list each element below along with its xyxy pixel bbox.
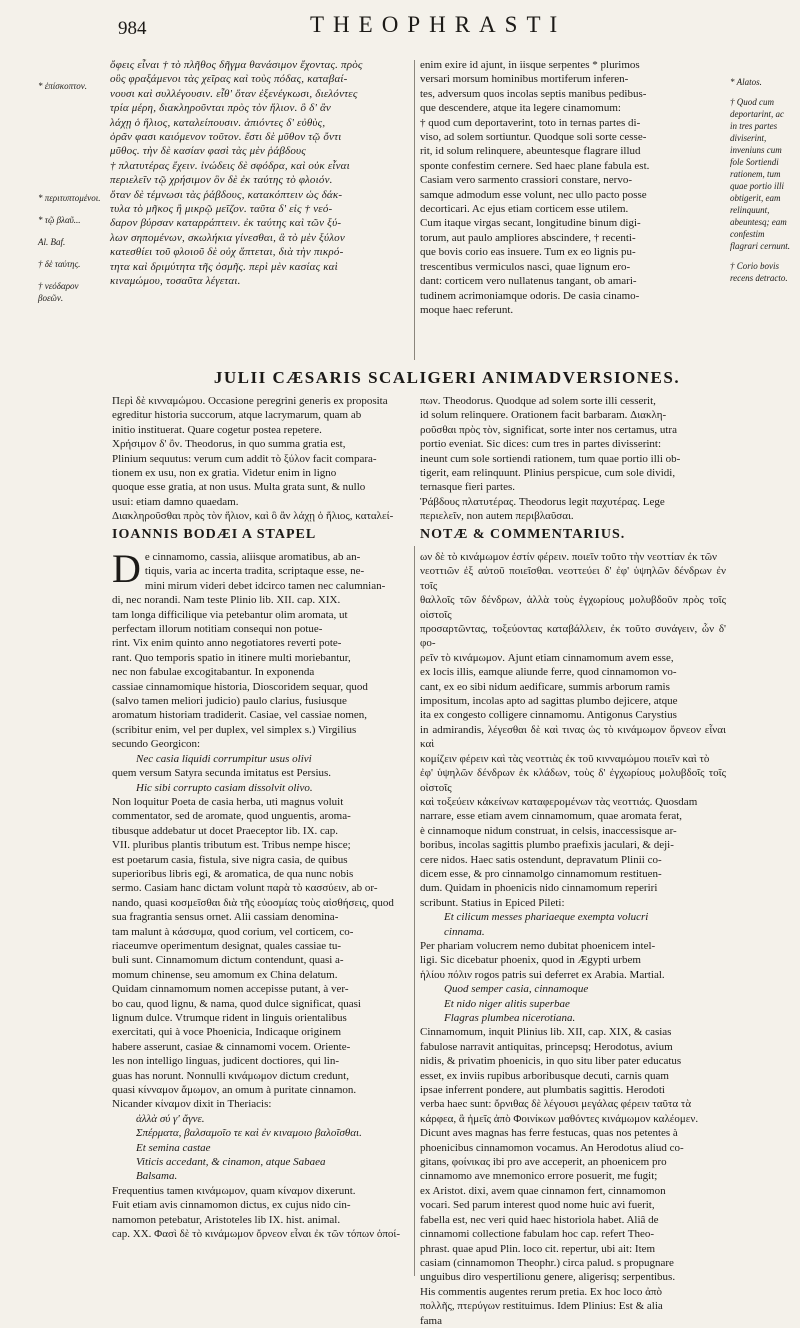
text-line: λάχῃ ὁ ἥλιος, καταλείπουσιν. ἀπιόντες δ' εὐθὺς, xyxy=(110,116,326,129)
text-line: moque haec referunt. xyxy=(420,303,514,316)
text-line-rest: e cinnamomo, cassia, aliisque aromatibus, ab an- xyxy=(144,551,361,563)
text-line: Cinnamomum, inquit Plinius lib. XII, cap. XIX, & casias xyxy=(420,1026,672,1039)
text-line: lignum dulce. Vtrumque rident in linguis orientalibus xyxy=(112,1012,347,1024)
text-line: Non loquitur Poeta de casia herba, uti magnus voluit xyxy=(112,795,344,808)
text-line: torum, aut paulo ampliores abscindere, † recenti- xyxy=(420,231,636,244)
text-line: ineunt cum sole sortiendi rationem, tum quae portio illi ob- xyxy=(420,452,681,465)
text-line: ρεῖν τὸ κινάμωμον. Ajunt etiam cinnamomum avem esse, xyxy=(420,651,674,664)
text-line: cant, ex eo sibi nidum aedificare, summis arborum ramis xyxy=(420,680,670,693)
text-line: gitans, φοίνικας ibi pro ave acceperit, an phoenicem pro xyxy=(420,1156,667,1169)
margin-note: † νεόδαρον βοεῶν. xyxy=(38,281,79,303)
text-line: tudinem acrimoniamque odoris. De casia cinamo- xyxy=(420,289,640,302)
text-line: καὶ τοξεύειν κἀκείνων καταφερομένων τὰς νεοττιάς. Quosdam xyxy=(420,795,698,808)
text-line: nando, quasi κοσμεῖσθαι διὰ τῆς εὐοσμίας τοὺς αἰσθήσεις, quod xyxy=(112,896,394,909)
text-line: riaceumve operimentum designat, quales cassiae tu- xyxy=(112,939,342,952)
text-line: narrare, esse etiam avem cinnamomum, quae aromata ferat, xyxy=(420,810,683,823)
text-line: que descendere, atque ita legere cinamomum: xyxy=(420,102,621,115)
text-line: Hic sibi corrupto casiam dissolvit olivo. xyxy=(136,781,313,794)
text-line: ροῦσθαι πρὸς τὸν, significat, sorte inter nos certamus, utra xyxy=(420,423,677,436)
text-line: Et semina castae xyxy=(136,1141,211,1154)
text-line: Dicunt aves magnas has ferre festucas, quas nos petentes à xyxy=(420,1127,678,1140)
text-line: impositum, incolas apto ad sagittas plumbo dejicere, atque xyxy=(420,695,678,708)
text-line: casiam (cinnamomon Theophr.) circa palud. s propugnare xyxy=(420,1256,674,1269)
commentary-right-column xyxy=(420,550,726,1328)
text-line: Περὶ δὲ κινναμώμου. Occasione peregrini generis ex proposita xyxy=(112,395,388,407)
text-line: tibusque addebatur ut docet Praeceptor lib. IX. cap. xyxy=(112,824,339,837)
text-line: decorticari. Ac ejus etiam corticem esse utilem. xyxy=(420,203,629,216)
text-line: momum chinense, seu amomum ex China delatum. xyxy=(112,968,338,981)
text-line: bo cau, quod lignu, & nama, quod dulce significat, quasi xyxy=(112,997,361,1010)
text-line: tam longa difficilique via petebantur olim aromata, ut xyxy=(112,608,348,621)
text-line: namomon petebatur, Aristoteles lib IX. hist. animal. xyxy=(112,1213,341,1226)
text-line: scribunt. Statius in Epiced Pileti: xyxy=(420,896,565,909)
text-line: Et cilicum messes phariaeque exempta volucri xyxy=(444,911,649,924)
text-line: sponte confestim cernere. Sed haec plane fabula est. xyxy=(420,159,650,172)
text-line: τητα καὶ δριμύτητα τῆς ὀσμῆς. περὶ μὲν κασίας καὶ xyxy=(110,260,338,273)
text-line: ex locis illis, eamque aliunde ferre, quod cinnamomon vo- xyxy=(420,666,677,679)
text-line: quasi κίνναμον ἄμωμον, an omum à puritate cinnamon. xyxy=(112,1084,357,1097)
text-line: νουσι καὶ συλλέγουσιν. εἶθ' ὅταν ἐξενέγκωσι, διελόντες xyxy=(110,87,358,100)
margin-note: * περιτυπτομένοι. xyxy=(38,193,101,203)
text-line: sermo. Casiam hanc dictam volunt παρὰ τὸ κασσύειν, ab or- xyxy=(112,882,378,895)
text-line: fabella est, nec veri quid haec historiola habet. Aliâ de xyxy=(420,1213,659,1226)
text-line: esset, ex inviis rupibus arboribusque decuti, carnis quam xyxy=(420,1069,669,1082)
text-line: His commentis augentes rerum pretia. Ex hoc loco ἀπὸ xyxy=(420,1285,662,1298)
drop-cap: D xyxy=(112,546,141,591)
text-line: mini mirum videri debet idcirco tamen nec calumnian- xyxy=(144,579,386,592)
text-line: superioribus libris egi, & aromatica, de qua nunc nobis xyxy=(112,867,354,880)
margin-note: Al. Baf. xyxy=(38,237,66,247)
text-line: Casiam vero sarmento crassiori constare, nervo- xyxy=(420,174,632,187)
commentarius-heading: NOTÆ & COMMENTARIUS. xyxy=(420,527,626,542)
text-line: προσαρτῶντας, τοξεύοντας καταβάλλειν, ἐκ τοῦτο συνάγειν, ὧν δ' φο- xyxy=(420,623,726,650)
margin-note: * Alatos. xyxy=(730,77,762,87)
text-line: usui: etiam damno quaedam. xyxy=(112,495,239,508)
text-line: ex Aristot. dixi, avem quae cinnamon fert, cinnamomon xyxy=(420,1184,666,1197)
text-line: secundo Georgicon: xyxy=(112,738,201,751)
greek-text-column xyxy=(110,58,412,289)
text-line: Balsama. xyxy=(136,1170,178,1183)
text-line: cinnama. xyxy=(444,925,485,938)
text-line: buli sunt. Cinnamomum dictum contendunt, quasi a- xyxy=(112,954,344,967)
text-line: τυλα τὸ μῆκος ἢ μικρῷ μεῖζον. ταῦτα δ' εἰς † νεό- xyxy=(110,203,333,216)
text-line: tam malunt à κάσσυμα, quod corium, vel corticem, co- xyxy=(112,925,354,938)
text-line: οὓς φραξάμενοι τὰς χεῖρας καὶ τοὺς πόδας, καταβαί- xyxy=(110,73,348,86)
text-line: nidis, & privatim phoenicis, in quo situ liber pater educatus xyxy=(420,1055,682,1068)
text-line: κομίζειν φέρειν καὶ τὰς νεοττιὰς ἐκ τοῦ κινναμώμου ποιεῖν καὶ τὸ xyxy=(420,752,710,765)
text-line: λων σηπομένων, σκωλήκια γίνεσθαι, ἃ τὸ μὲν ξύλον xyxy=(110,231,345,244)
text-line: Frequentius tamen κινάμωμον, quam κίναμον dixerunt. xyxy=(112,1184,356,1197)
text-line: cap. XX. Φασὶ δὲ τὸ κινάμωμον ὄρνεον εἶναι ἐκ τῶν τόπων ὁποί- xyxy=(112,1228,401,1241)
text-line: Nicander κίναμον dixit in Theriacis: xyxy=(112,1098,272,1111)
text-line: tes, adversum quos incolas septis manibus pedibus- xyxy=(420,87,647,100)
text-line: ἡλίου πόλιν rogos patris sui deferret ex Arabia. Martial. xyxy=(420,968,665,981)
text-line: id solum relinquere. Orationem facit barbaram. Διακλη- xyxy=(420,409,667,422)
text-line: que bovis corio eas insuere. Tum ex eo lignis pu- xyxy=(420,246,636,259)
text-line: exercitati, qui à voce Phoenicia, Indicaque originem xyxy=(112,1026,342,1039)
text-line: nec non fabulae excogitabantur. In exponenda xyxy=(112,666,315,679)
text-line: tionem ex usu, non ex gratia. Videtur enim in ligno xyxy=(112,467,337,480)
text-line: perfectam illorum notitiam consequi non potue- xyxy=(112,623,323,636)
text-line: cinnamomi collectione fabulam hoc cap. refert Theo- xyxy=(420,1228,655,1241)
animadversiones-left-column xyxy=(112,394,412,524)
text-line: κιναμώμου, τοσαῦτα λέγεται. xyxy=(110,275,241,288)
text-line: ὅταν δὲ τέμνωσι τὰς ῥάβδους, κατακόπτειν ὡς δάκ- xyxy=(110,188,343,201)
text-line: rit, id solum relinquere, abeuntesque flagrare illud xyxy=(420,145,641,158)
text-line: tigerit, eam relinquunt. Plinius perspicue, cum sole dividi, xyxy=(420,467,676,480)
page-number: 984 xyxy=(118,18,147,39)
text-line: quem versum Satyra secunda imitatus est Persius. xyxy=(112,767,332,780)
text-line: ων δὲ τὸ κινάμωμον ἐστίν φέρειν. ποιεῖν τοῦτο τὴν νεοττίαν ἐκ τῶν xyxy=(420,551,718,563)
text-line: in admirandis, λέγεσθαι δὲ καὶ τινας ὡς τὸ κινάμωμον ὄρνεον εἶναι καὶ xyxy=(420,723,726,751)
left-margin-notes xyxy=(38,80,104,314)
text-line: versari morsum hominibus mortiferum inferen- xyxy=(420,73,629,86)
text-line: cinnamomo ave mnemonico errore posuerit, me fugit; xyxy=(420,1170,658,1183)
text-line: dum. Quidam in phoenicis nido cinnamomum reperiri xyxy=(420,882,658,895)
text-line: trescentibus vermiculos nasci, quae lignum ero- xyxy=(420,260,631,273)
margin-note: * ἐπίσκοπτον. xyxy=(38,81,88,91)
text-line: initio instituerat. Quare cogetur postea repetere. xyxy=(112,423,322,436)
text-line: VII. pluribus plantis tributum est. Tribus nempe hisce; xyxy=(112,839,351,852)
margin-note: † Corio bovis recens detracto. xyxy=(730,261,788,283)
text-line: phoenicibus cinnamomon vocamus. An Herodotus aliud co- xyxy=(420,1141,684,1154)
page-header xyxy=(0,0,800,46)
text-line: Per phariam volucrem nemo dubitat phoenicem intel- xyxy=(420,939,656,952)
text-line: (salvo tamen meliori judicio) paulo clarius, fusiusque xyxy=(112,695,347,708)
text-line: Χρήσιμον δ' ὂν. Theodorus, in quo summa gratia est, xyxy=(112,438,346,451)
margin-note: * τῷ βλαῦ... xyxy=(38,215,81,225)
text-line: (scribitur enim, vel per duplex, vel simplex s.) Virgilius xyxy=(112,723,357,736)
text-line: habere asserunt, casiae & cinnamomi vocem. Oriente- xyxy=(112,1040,351,1053)
text-line: Viticis accedant, & cinamon, atque Sabaea xyxy=(136,1156,326,1169)
text-line: vocari. Sed parum interest quod nome huic avi fuerit, xyxy=(420,1199,655,1212)
text-line: è cinnamoque nidum construat, in celsis, inaccessisque ar- xyxy=(420,824,677,837)
section-title: JULII CÆSARIS SCALIGERI ANIMADVERSIONES. xyxy=(213,368,681,387)
text-line: Et nido niger alitis superbae xyxy=(444,997,570,1010)
text-line: est poetarum casia, fistula, sive nigra casia, de quibus xyxy=(112,853,348,866)
text-line: dicem esse, & pro cinnamolgo cinnamomum restituen- xyxy=(420,867,662,880)
text-line: Fuit etiam avis cinnamomon dictus, ex cujus nido cin- xyxy=(112,1199,351,1212)
text-line: sua fragrantia sensus ornet. Alii cassiam denomina- xyxy=(112,911,339,924)
text-line: ipsae inferrent pondere, aut plumbatis sagittis. Herodoti xyxy=(420,1084,665,1097)
animadversiones-right-column xyxy=(420,394,726,524)
text-line: quoque esse gratia, at non usus. Multa grata sunt, & nullo xyxy=(112,481,366,494)
text-line: δαρον βύρσαν καταρράπτειν. ἐκ ταύτης καὶ τῶν ξύ- xyxy=(110,217,342,230)
text-line: κάρφεα, ἃ ἡμεῖς ἀπὸ Φοινίκων μαθόντες κινάμωμον καλέομεν. xyxy=(420,1112,699,1125)
text-line: θαλλοῖς τῶν δένδρων, ἀλλὰ τοὺς ἐγχωρίους μολυβδοῦν πρὸς τοῖς οἰστοῖς xyxy=(420,594,726,621)
text-line: † πλατυτέρας ἔχειν. ἰνώδεις δὲ σφόδρα, καὶ οὐκ εἶναι xyxy=(110,159,350,172)
text-line: commentator, sed de aromate, quod unguentis, aroma- xyxy=(112,810,351,823)
margin-note: † δὲ ταύτης. xyxy=(38,259,81,269)
right-margin-notes xyxy=(730,76,792,292)
text-line: ὁρᾶν φασι καιόμενον τοῦτον. ἔστι δὲ μῦθον τῷ ὄντι xyxy=(110,131,342,144)
text-line: unguibus diro vespertilionu genere, aligerisq; serpentibus. xyxy=(420,1271,676,1284)
text-line: aromatum historiam tradiderit. Casiae, vel cassiae nomen, xyxy=(112,709,368,722)
text-line: verba haec sunt: ὄρνιθας δὲ λέγουσι μεγάλας φέρειν ταῦτα τὰ xyxy=(420,1098,692,1111)
text-line: μῦθος. τὴν δὲ κασίαν φασὶ τὰς μὲν ῥάβδους xyxy=(110,145,306,158)
text-line: Flagras plumbea nicerotiana. xyxy=(444,1012,576,1024)
text-line: νεοττιῶν ἐξ αὐτοῦ ποιεῖσθαι. νεοττεύει δ' ἐφ' ὑψηλῶν δένδρων ἐν τοῖς xyxy=(420,565,726,592)
running-head: THEOPHRASTI xyxy=(310,12,567,37)
text-line: rant. Quo temporis spatio in itinere multi moriebantur, xyxy=(112,651,351,664)
text-line: fama xyxy=(420,1314,442,1327)
text-line: περιελεῖν τῷ χρήσιμον ὃν δὲ ἐκ ταύτης τὸ φλοιόν. xyxy=(110,174,333,187)
text-line: Σπέρματα, βαλσαμοῖο τε καὶ ἐν κιναμοιο βαλοῖσθαι. xyxy=(136,1127,362,1140)
text-line: ternasque fieri partes. xyxy=(420,481,515,494)
text-line: boribus, incolas sagittis plumbo praefixis jaculari, & deji- xyxy=(420,839,674,852)
margin-note: † Quod cum deportarint, ac in tres partes diviserint, inveniuns cum fole Sortiendi rationem, tum quae portio illi obtigerit, eam relinquunt, abeuntesq; eam confestim flagrari cernunt. xyxy=(730,97,790,251)
text-line: viso, ad solem sortiuntur. Quodque soli sorte cesse- xyxy=(420,131,647,144)
text-line: ita ex congesto colligere cinnamomu. Antigonus Carystius xyxy=(420,709,677,722)
text-line: guas has norunt. Nonnulli κινάμωμον dictum credunt, xyxy=(112,1069,349,1082)
text-line: les non intelligo linguas, judicent doctiores, qui lin- xyxy=(112,1055,339,1068)
text-line: tiquis, varia ac incerta tradita, scriptaque esse, ne- xyxy=(144,565,365,578)
text-line: † quod cum deportaverint, toto in ternas partes di- xyxy=(420,116,641,129)
text-line: rint. Vix enim quinto anno negotiatores reverti pote- xyxy=(112,637,342,650)
column-divider xyxy=(414,60,415,360)
text-line: τρία μέρη, διακληροῦνται πρὸς τὸν ἥλιον. ὃ δ' ἂν xyxy=(110,102,332,115)
text-line: ὄφεις εἶναι † τὸ πλῆθος δῆγμα θανάσιμον ἔχοντας. πρὸς xyxy=(110,59,363,71)
latin-translation-column xyxy=(420,58,726,317)
text-line: Διακληροῦσθαι πρὸς τὸν ἥλιον, καὶ ὃ ἂν λάχῃ ὁ ἥλιος, καταλεί- xyxy=(112,510,394,523)
text-line: enim exire id ajunt, in iisque serpentes * plurimos xyxy=(420,59,640,71)
text-line: περιελεῖν, non autem περιβλαῦσαι. xyxy=(420,510,574,523)
text-line: samque admodum esse volunt, nec ullo pacto posse xyxy=(420,188,647,201)
commentary-left-column xyxy=(112,546,412,1242)
text-line: dant: corticem vero nullatenus tangant, ob amari- xyxy=(420,275,637,288)
text-line: ἀλλὰ σύ γ' ἄγνε. xyxy=(136,1112,205,1125)
text-line: ἐφ' ὑψηλῶν δένδρων ἐκ κλάδων, τοὺς δ' ἐγχωρίους μολυβδοῖς τοῖς οἰστοῖς xyxy=(420,767,726,794)
text-line: Quod semper casia, cinnamoque xyxy=(444,983,589,996)
text-line: di, nec norandi. Nam teste Plinio lib. XII. cap. XIX. xyxy=(112,594,341,607)
text-line: cassiae cinnamomique historia, Dioscoridem sequar, quod xyxy=(112,680,368,693)
text-line: κατεσθίει τοῦ φλοιοῦ δὲ οὐχ ἅπτεται, διὰ τὴν πικρό- xyxy=(110,246,344,259)
text-line: Cum itaque virgas secant, longitudine binum digi- xyxy=(420,217,641,230)
text-line: πολλῆς, πτερύγων restituimus. Idem Plinius: Est & alia xyxy=(420,1300,663,1313)
text-line: πων. Theodorus. Quodque ad solem sorte illi cesserit, xyxy=(420,395,656,407)
text-line: Ῥάβδους πλατυτέρας. Theodorus legit παχυτέρας. Lege xyxy=(420,495,665,508)
text-line: ligi. Sic dicebatur phoenix, quod in Ægypti urbem xyxy=(420,954,641,967)
text-line: Quidam cinnamomum nomen accepisse putant, à ver- xyxy=(112,983,349,996)
bodaei-heading: IOANNIS BODÆI A STAPEL xyxy=(112,527,317,542)
text-line: Plinium sequutus: verum cum addit τὸ ξύλον facit compara- xyxy=(112,452,377,465)
text-line: phrast. quae apud Plin. loco cit. repertur, ubi ait: Item xyxy=(420,1242,656,1255)
column-divider xyxy=(414,546,415,1276)
text-line: egreditur historia succorum, atque lacrymarum, quam ab xyxy=(112,409,362,422)
text-line: portio eveniat. Sic dices: cum tres in partes divisserint: xyxy=(420,438,662,451)
text-line: fabulose narravit antiquitas, princepsq; Herodotus, avium xyxy=(420,1040,673,1053)
text-line: Nec casia liquidi corrumpitur usus olivi xyxy=(136,752,312,765)
text-line: cere nidos. Haec satis ostendunt, depravatum Plinii co- xyxy=(420,853,662,866)
